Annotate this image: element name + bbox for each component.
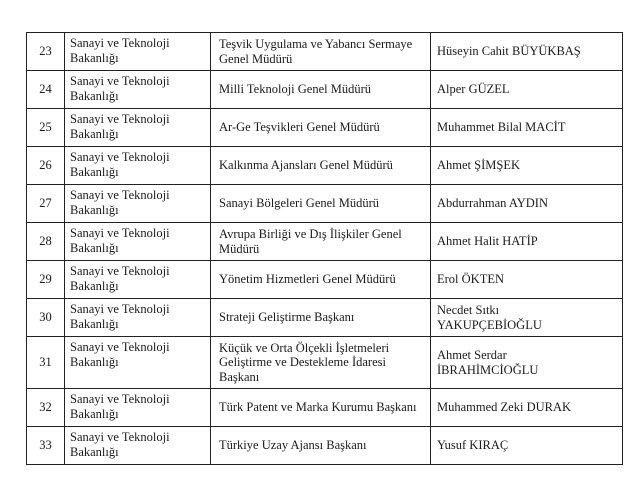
row-number: 27 <box>27 185 65 223</box>
appointee-cell: Ahmet Serdar İBRAHİMCİOĞLU <box>431 337 623 389</box>
ministry-cell: Sanayi ve Teknoloji Bakanlığı <box>65 109 211 147</box>
row-number: 24 <box>27 71 65 109</box>
appointee-cell: Erol ÖKTEN <box>431 261 623 299</box>
ministry-cell: Sanayi ve Teknoloji Bakanlığı <box>65 299 211 337</box>
appointee-cell: Yusuf KIRAÇ <box>431 427 623 465</box>
position-cell: Sanayi Bölgeleri Genel Müdürü <box>211 185 431 223</box>
table-row <box>27 389 623 427</box>
ministry-cell: Sanayi ve Teknoloji Bakanlığı <box>65 337 211 389</box>
position-cell: Ar-Ge Teşvikleri Genel Müdürü <box>211 109 431 147</box>
ministry-cell: Sanayi ve Teknoloji Bakanlığı <box>65 427 211 465</box>
table-row <box>27 109 623 147</box>
appointee-cell: Hüseyin Cahit BÜYÜKBAŞ <box>431 33 623 71</box>
position-cell: Küçük ve Orta Ölçekli İşletmeleri Geliştirme ve Destekleme İdaresi Başkanı <box>211 337 431 389</box>
row-number: 32 <box>27 389 65 427</box>
row-number: 25 <box>27 109 65 147</box>
ministry-cell: Sanayi ve Teknoloji Bakanlığı <box>65 71 211 109</box>
position-cell: Teşvik Uygulama ve Yabancı Sermaye Genel Müdürü <box>211 33 431 71</box>
ministry-cell: Sanayi ve Teknoloji Bakanlığı <box>65 185 211 223</box>
position-cell: Türkiye Uzay Ajansı Başkanı <box>211 427 431 465</box>
appointee-cell: Muhammet Bilal MACİT <box>431 109 623 147</box>
ministry-cell: Sanayi ve Teknoloji Bakanlığı <box>65 261 211 299</box>
table-row <box>27 185 623 223</box>
position-cell: Kalkınma Ajansları Genel Müdürü <box>211 147 431 185</box>
position-cell: Avrupa Birliği ve Dış İlişkiler Genel Müdürü <box>211 223 431 261</box>
row-number: 23 <box>27 33 65 71</box>
row-number: 33 <box>27 427 65 465</box>
row-number: 28 <box>27 223 65 261</box>
table-row <box>27 337 623 389</box>
appointee-cell: Ahmet ŞİMŞEK <box>431 147 623 185</box>
table-row <box>27 223 623 261</box>
position-cell: Yönetim Hizmetleri Genel Müdürü <box>211 261 431 299</box>
appointee-cell: Abdurrahman AYDIN <box>431 185 623 223</box>
table-row <box>27 33 623 71</box>
appointee-cell: Necdet Sıtkı YAKUPÇEBİOĞLU <box>431 299 623 337</box>
document-page <box>26 32 623 465</box>
ministry-cell: Sanayi ve Teknoloji Bakanlığı <box>65 33 211 71</box>
row-number: 26 <box>27 147 65 185</box>
ministry-cell: Sanayi ve Teknoloji Bakanlığı <box>65 223 211 261</box>
row-number: 31 <box>27 337 65 389</box>
appointments-table <box>26 32 623 465</box>
table-row <box>27 299 623 337</box>
row-number: 29 <box>27 261 65 299</box>
position-cell: Strateji Geliştirme Başkanı <box>211 299 431 337</box>
table-row <box>27 427 623 465</box>
ministry-cell: Sanayi ve Teknoloji Bakanlığı <box>65 147 211 185</box>
row-number: 30 <box>27 299 65 337</box>
position-cell: Milli Teknoloji Genel Müdürü <box>211 71 431 109</box>
appointee-cell: Alper GÜZEL <box>431 71 623 109</box>
table-row <box>27 71 623 109</box>
ministry-cell: Sanayi ve Teknoloji Bakanlığı <box>65 389 211 427</box>
table-row <box>27 261 623 299</box>
appointee-cell: Muhammed Zeki DURAK <box>431 389 623 427</box>
appointee-cell: Ahmet Halit HATİP <box>431 223 623 261</box>
position-cell: Türk Patent ve Marka Kurumu Başkanı <box>211 389 431 427</box>
table-row <box>27 147 623 185</box>
